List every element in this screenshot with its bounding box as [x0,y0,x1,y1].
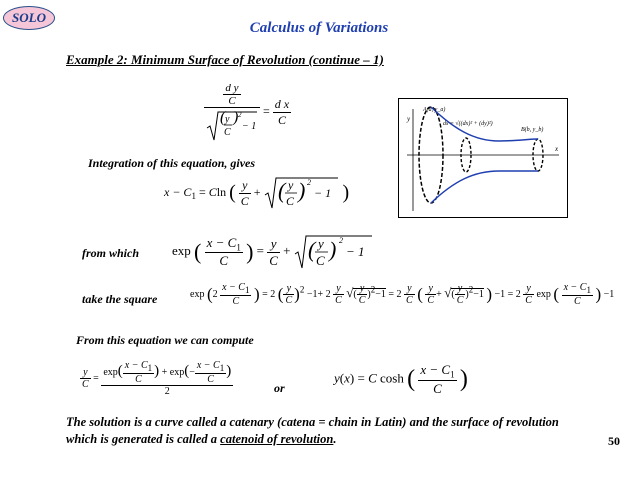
solo-logo: SOLO [3,6,55,30]
ds-label: ds = √((dx)² + (dy)²) [443,121,493,127]
svg-text:C: C [285,194,294,208]
equation-differential: $\frac{\text{d y}}{C}$ ( y C ) 2 − 1 = $\frac{\text{d x}}{C}$ [204,82,291,142]
svg-text:2: 2 [238,111,242,119]
svg-text:(: ( [220,110,226,126]
svg-text:): ) [297,178,305,203]
example-subtitle: Example 2: Minimum Surface of Revolution (continue – 1) [66,52,384,67]
svg-text:(: ( [277,178,285,203]
svg-text:2: 2 [306,178,311,187]
page-number: 50 [608,434,620,448]
svg-text:− 1: − 1 [242,121,257,132]
integration-label: Integration of this equation, gives [88,156,256,170]
svg-text:y: y [287,178,293,192]
catenoid-link: catenoid of revolution [220,432,334,446]
svg-text:y: y [317,236,324,251]
equation-integration: $x - C_1 = Cln$ ( $\frac{y}{C}$ + ( y C ) 2 − 1 ) [164,177,350,208]
or-label: or [274,381,285,395]
take-square-label: take the square [82,292,158,306]
svg-text:y: y [225,114,230,125]
axis-y-label: y [407,115,411,123]
page-title: Calculus of Variations [249,20,389,36]
equation-square: exp (2 $\frac{x - C_1}{C}$ ) = 2 ( $\frac{y}{C}$ )$^2$ −1+ 2 $\frac{y}{C}$ √( $\frac{y}{C}$ )$^2$−1 = 2 $\frac{y}{C}$ ( $\frac{y}{C}$ + √( $\frac{y}{C}$ )$^2$−1 ) −1 = 2 $\frac{y}{C}$ exp ( $\frac{x - C_1}{C}$ ) −1 [190,282,615,307]
svg-text:2: 2 [338,236,343,245]
svg-text:): ) [233,110,239,126]
svg-text:C: C [315,253,325,268]
catenoid-figure [398,98,568,218]
point-b-label: B(b, y_b) [521,127,544,133]
equation-cosh: y(x) = C cosh ( $\frac{x - C_1}{C}$ ) [334,362,468,396]
compute-label: From this equation we can compute [76,333,254,347]
from-which-label: from which [82,246,140,260]
axis-x-label: x [555,145,559,153]
equation-y-over-c: $\frac{y}{C}$ = exp( $\frac{x - C_1}{C}$ ) + exp(− $\frac{x - C_1}{C}$ ) 2 [82,360,232,397]
svg-text:− 1: − 1 [313,186,331,200]
svg-text:(: ( [307,237,316,262]
equation-exp: exp ( $\frac{x - C_1}{C}$ ) = $\frac{y}{C}$ + ( y C ) 2 − 1 [172,234,374,270]
conclusion-text: The solution is a curve called a catenary (catena = chain in Latin) and the surface of revolution which is generated is called a catenoid of revolution. [66,415,559,446]
point-a-label: A(a, y_a) [423,107,446,113]
svg-text:): ) [328,237,337,262]
svg-text:C: C [224,127,231,138]
svg-text:− 1: − 1 [345,244,365,259]
